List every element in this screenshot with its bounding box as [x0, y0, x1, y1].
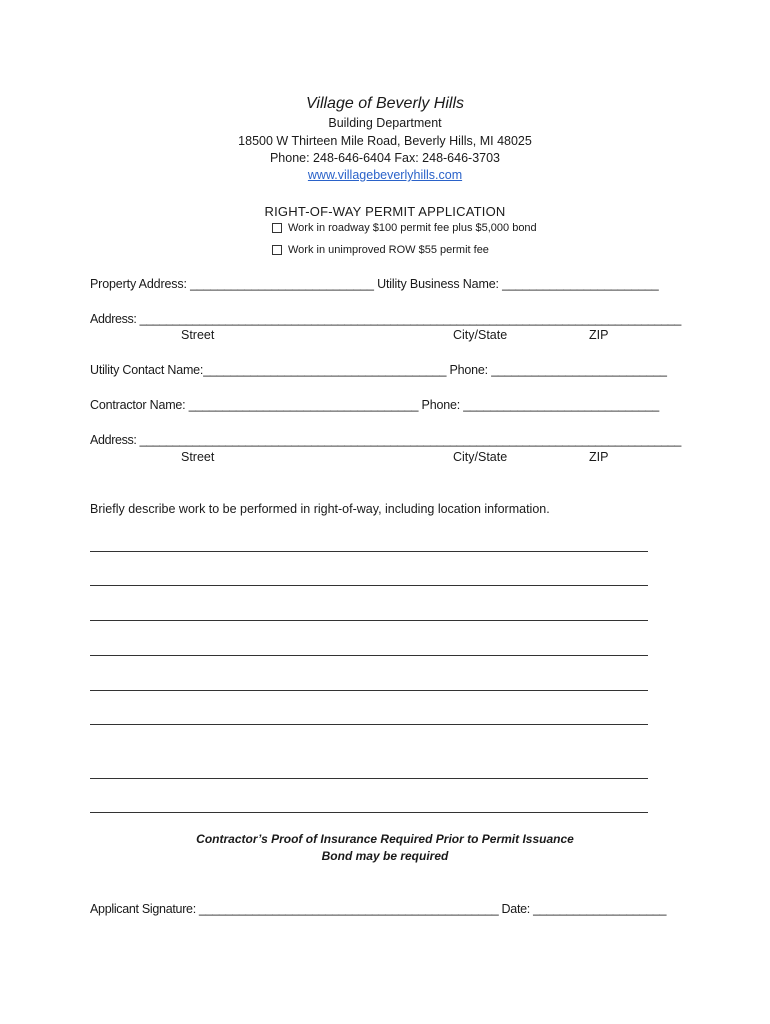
description-line[interactable]: [90, 724, 648, 725]
property-address-field[interactable]: Property Address: ___________________________ Utility Business Name: _______________________: [90, 277, 659, 291]
department-name: Building Department: [328, 116, 442, 130]
description-line[interactable]: [90, 812, 648, 813]
description-line[interactable]: [90, 690, 648, 691]
address-zip-label: ZIP: [589, 328, 609, 342]
description-line[interactable]: [90, 655, 648, 656]
address-city-state-label: City/State: [453, 328, 508, 342]
department-phone-fax: Phone: 248-646-6404 Fax: 248-646-3703: [269, 151, 501, 165]
checkbox-roadway[interactable]: [272, 223, 282, 233]
option-unimproved-row[interactable]: [272, 244, 489, 256]
contractor-street-label: Street: [181, 450, 215, 464]
form-title: RIGHT-OF-WAY PERMIT APPLICATION: [264, 204, 506, 219]
contractor-name-field[interactable]: Contractor Name: __________________________________ Phone: _____________________________: [90, 398, 660, 412]
describe-work-prompt: Briefly describe work to be performed in right-of-way, including location information.: [90, 502, 550, 516]
website-link[interactable]: www.villagebeverlyhills.com: [307, 168, 463, 182]
option-unimproved-row-label: Work in unimproved ROW $55 permit fee: [288, 244, 489, 256]
department-address: 18500 W Thirteen Mile Road, Beverly Hills, MI 48025: [238, 134, 532, 148]
option-roadway-label: Work in roadway $100 permit fee plus $5,000 bond: [288, 222, 537, 234]
checkbox-unimproved-row[interactable]: [272, 245, 282, 255]
description-line[interactable]: [90, 620, 648, 621]
description-line[interactable]: [90, 551, 648, 552]
contractor-city-state-label: City/State: [453, 450, 508, 464]
description-line[interactable]: [90, 585, 648, 586]
address-field[interactable]: Address: __________________________________________________________________________________: [90, 312, 682, 326]
description-line[interactable]: [90, 778, 648, 779]
village-title: Village of Beverly Hills: [306, 95, 464, 112]
contractor-zip-label: ZIP: [589, 450, 609, 464]
insurance-notice: Contractor’s Proof of Insurance Required Prior to Permit Issuance: [196, 832, 574, 846]
bond-notice: Bond may be required: [321, 849, 449, 863]
applicant-signature-field[interactable]: Applicant Signature: _____________________________________________ Date: ____________________: [90, 902, 667, 916]
address-street-label: Street: [181, 328, 215, 342]
contractor-address-field[interactable]: Address: __________________________________________________________________________________: [90, 433, 682, 447]
option-roadway[interactable]: [272, 222, 537, 234]
utility-contact-field[interactable]: Utility Contact Name:____________________________________ Phone: __________________________: [90, 363, 667, 377]
